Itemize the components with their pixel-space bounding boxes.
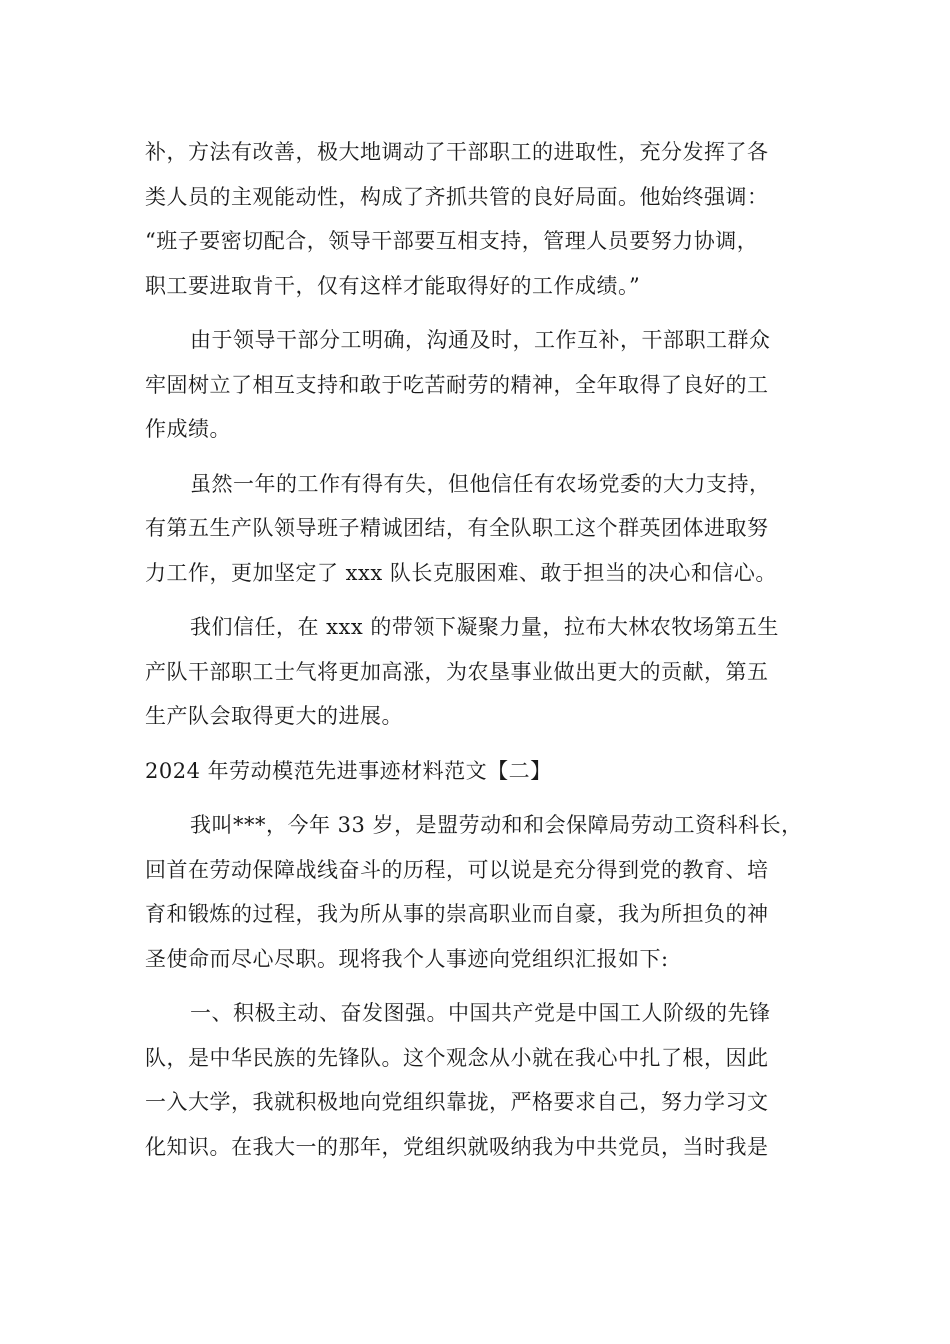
- text-line: 我们信任，在 xxx 的带领下凝聚力量，拉布大林农牧场第五生: [190, 615, 779, 639]
- text-line: 牢固树立了相互支持和敢于吃苦耐劳的精神，全年取得了良好的工: [145, 372, 769, 397]
- text-line: 生产队会取得更大的进展。: [145, 704, 403, 728]
- text-line: 育和锻炼的过程，我为所从事的崇高职业而自豪，我为所担负的神: [145, 902, 769, 926]
- text-line: 补，方法有改善，极大地调动了干部职工的进取性，充分发挥了各: [145, 140, 769, 164]
- text-line: “班子要密切配合，领导干部要互相支持，管理人员要努力协调，: [145, 229, 759, 253]
- section-heading: [145, 749, 815, 794]
- text-line: 作成绩。: [145, 417, 231, 441]
- paragraph: [145, 318, 815, 452]
- text-line: 队，是中华民族的先锋队。这个观念从小就在我心中扎了根，因此: [145, 1045, 769, 1070]
- text-line: 类人员的主观能动性，构成了齐抓共管的良好局面。他始终强调：: [145, 184, 769, 209]
- paragraph: [145, 605, 815, 739]
- text-line: 力工作，更加坚定了 xxx 队长克服困难、敢于担当的决心和信心。: [145, 560, 777, 585]
- text-line: 职工要进取肯干，仅有这样才能取得好的工作成绩。”: [145, 273, 641, 298]
- text-line: 回首在劳动保障战线奋斗的历程，可以说是充分得到党的教育、培: [145, 857, 769, 882]
- paragraph: [145, 130, 815, 308]
- text-line: 圣使命而尽心尽职。现将我个人事迹向党组织汇报如下:: [145, 946, 669, 971]
- text-line: 产队干部职工士气将更加高涨，为农垦事业做出更大的贡献，第五: [145, 659, 769, 684]
- paragraph: [145, 991, 815, 1169]
- text-line: 虽然一年的工作有得有失，但他信任有农场党委的大力支持，: [190, 471, 771, 496]
- text-line: 由于领导干部分工明确，沟通及时，工作互补，干部职工群众: [190, 328, 771, 352]
- text-line: 一入大学，我就积极地向党组织靠拢，严格要求自己，努力学习文: [145, 1090, 769, 1114]
- paragraph: [145, 462, 815, 596]
- text-line: 有第五生产队领导班子精诚团结，有全队职工这个群英团体进取努: [145, 516, 769, 540]
- paragraph: [145, 803, 815, 981]
- text-line: 化知识。在我大一的那年，党组织就吸纳我为中共党员，当时我是: [145, 1134, 769, 1159]
- document-body: [145, 130, 815, 1169]
- text-line: 2024 年劳动模范先进事迹材料范文【二】: [145, 758, 552, 783]
- text-line: 我叫***，今年 33 岁，是盟劳动和和会保障局劳动工资科科长，: [190, 813, 803, 837]
- text-line: 一、积极主动、奋发图强。中国共产党是中国工人阶级的先锋: [190, 1001, 771, 1025]
